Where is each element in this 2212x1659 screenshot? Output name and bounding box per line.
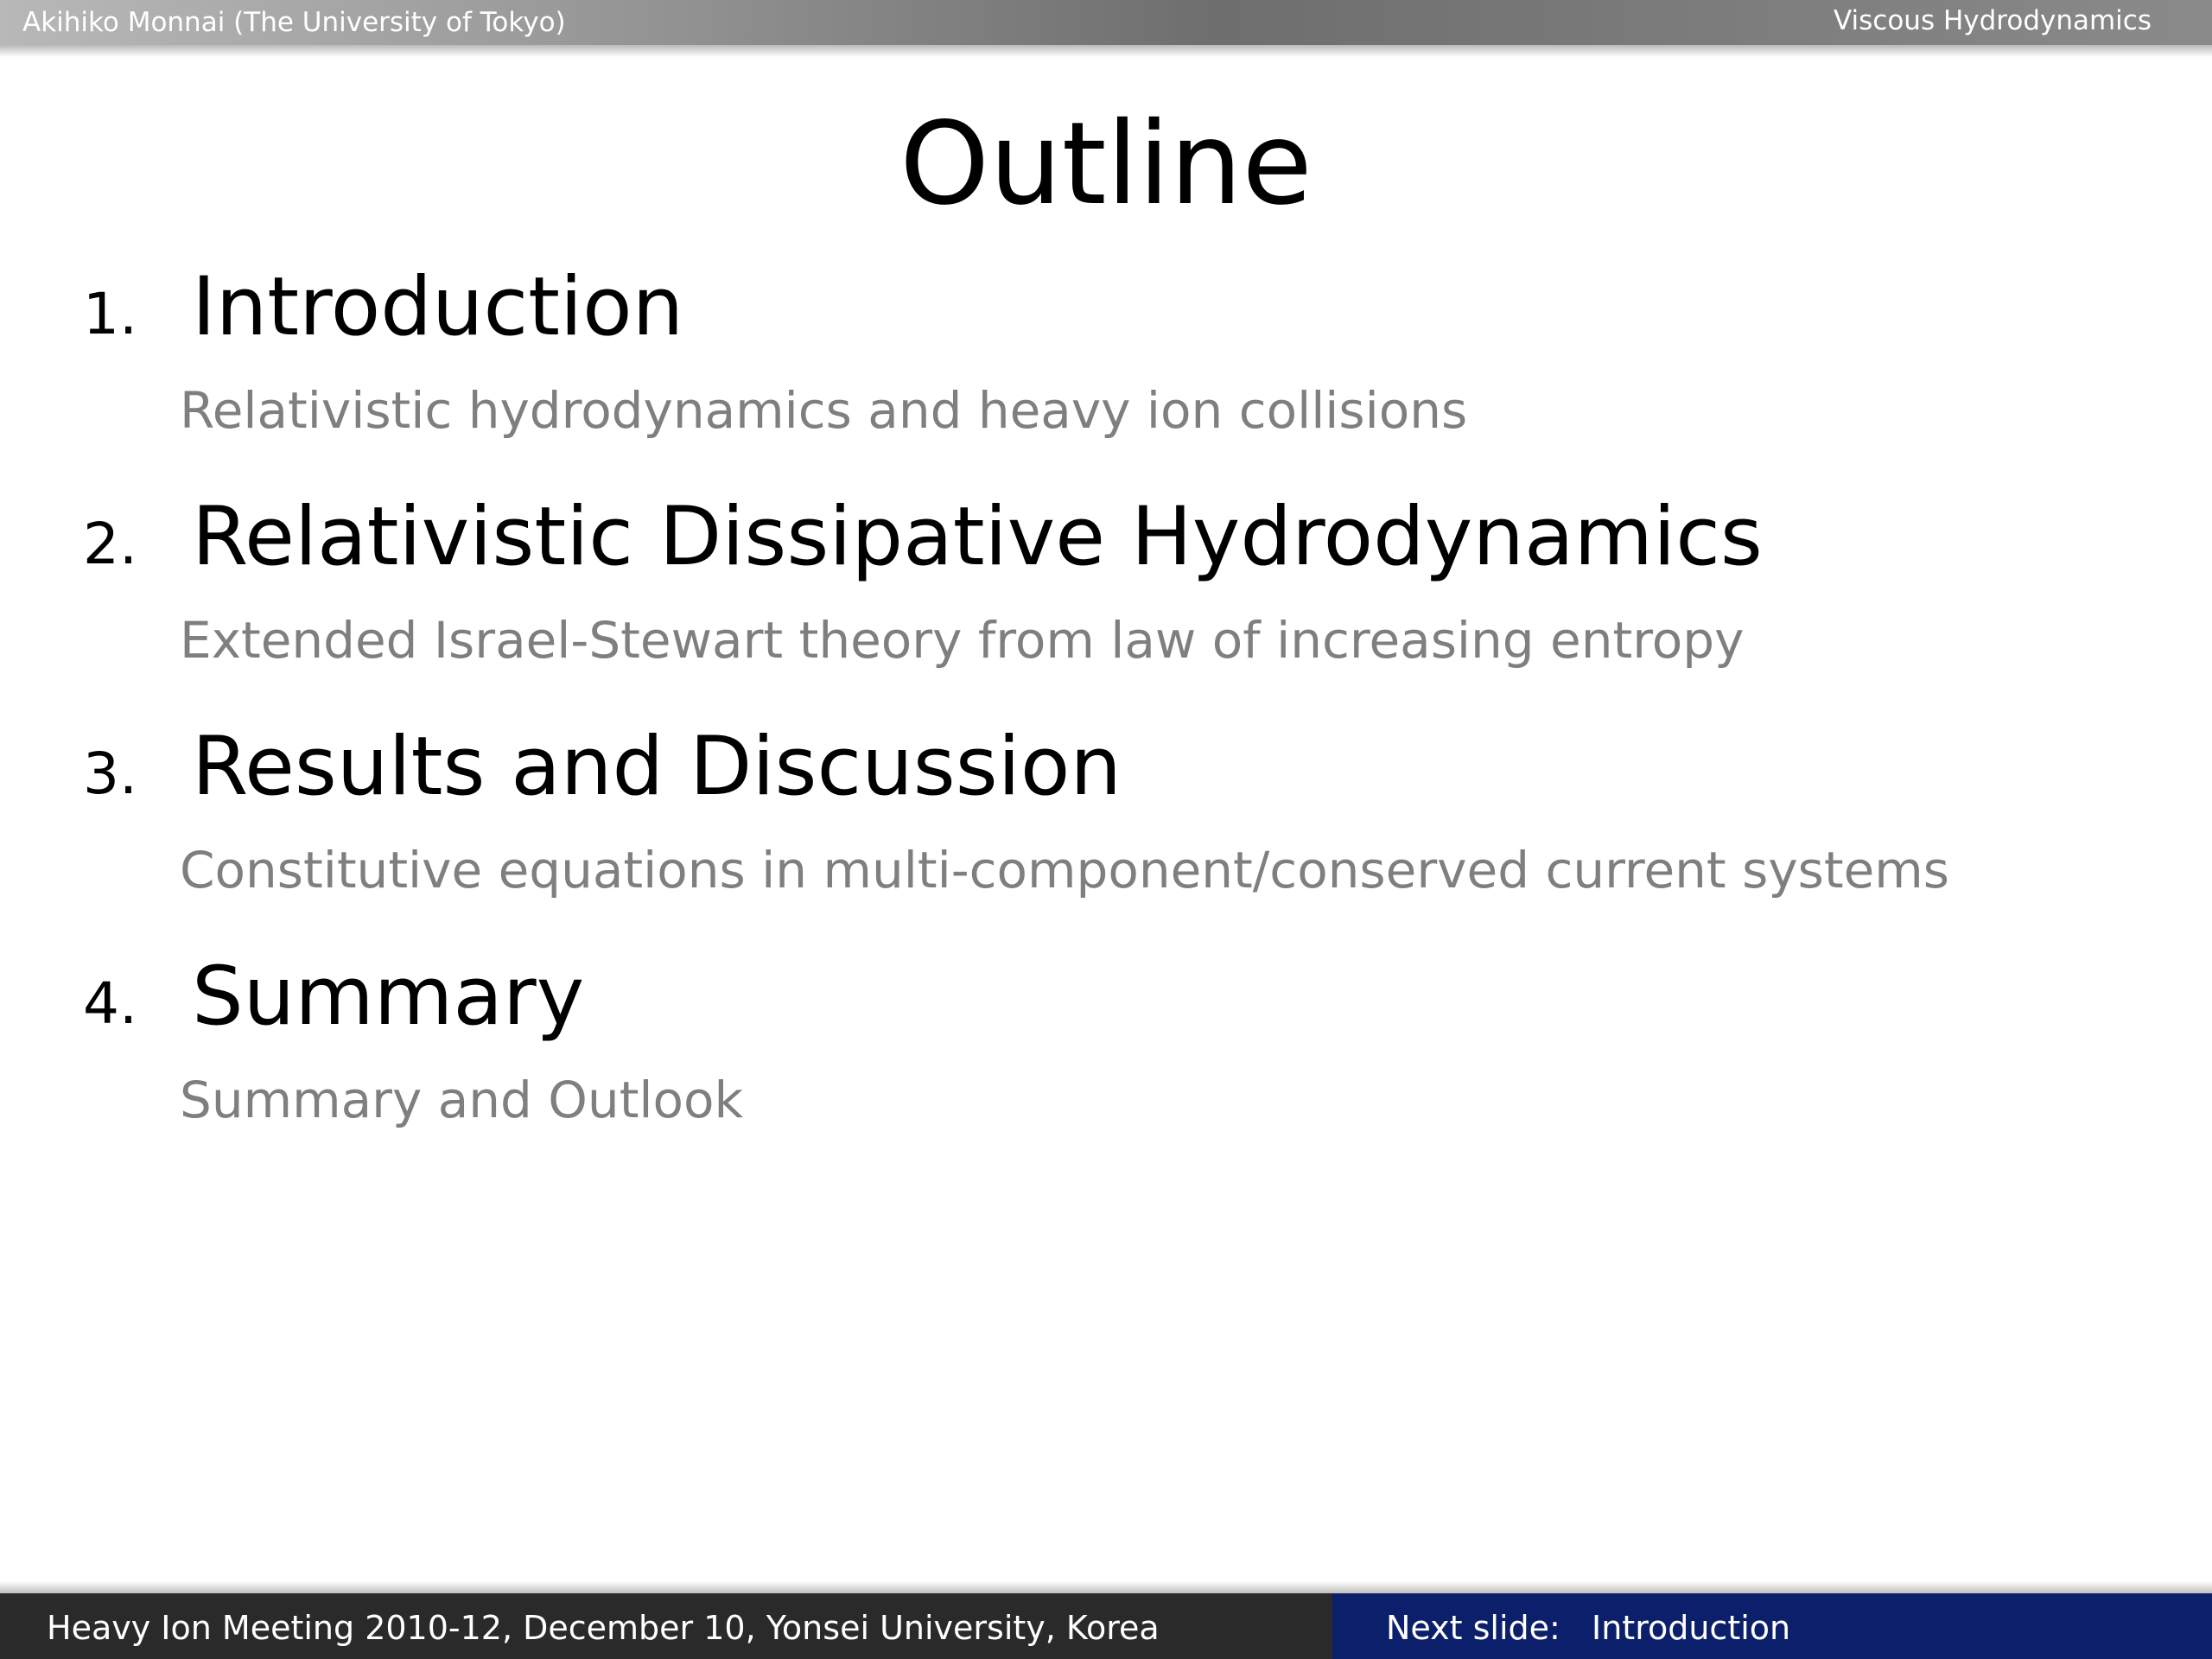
header-bar bbox=[0, 0, 2212, 45]
item-subtitle: Relativistic hydrodynamics and heavy ion collisions bbox=[180, 381, 1468, 440]
next-slide-label: Next slide: bbox=[1386, 1609, 1560, 1647]
item-number: 3. bbox=[83, 741, 137, 807]
next-slide-title[interactable]: Introduction bbox=[1592, 1609, 1791, 1647]
item-heading: Summary bbox=[192, 950, 585, 1044]
item-heading: Introduction bbox=[192, 260, 684, 354]
footer-event-bar bbox=[0, 1593, 1332, 1659]
item-subtitle: Summary and Outlook bbox=[180, 1071, 744, 1129]
slide-title: Outline bbox=[899, 98, 1313, 231]
item-subtitle: Extended Israel-Stewart theory from law of increasing entropy bbox=[180, 611, 1745, 670]
item-number: 1. bbox=[83, 281, 137, 347]
header-topic: Viscous Hydrodynamics bbox=[1834, 5, 2152, 36]
header-shadow bbox=[0, 45, 2212, 57]
item-heading: Relativistic Dissipative Hydrodynamics bbox=[192, 490, 1763, 584]
footer-shadow bbox=[0, 1581, 2212, 1593]
footer-event: Heavy Ion Meeting 2010-12, December 10, Yonsei University, Korea bbox=[47, 1609, 1160, 1647]
next-slide-link[interactable] bbox=[1332, 1593, 2212, 1659]
header-author: Akihiko Monnai (The University of Tokyo) bbox=[22, 7, 566, 38]
item-subtitle: Constitutive equations in multi-component/conserved current systems bbox=[180, 841, 1950, 899]
item-number: 4. bbox=[83, 970, 137, 1037]
item-heading: Results and Discussion bbox=[192, 720, 1122, 814]
item-number: 2. bbox=[83, 511, 137, 577]
